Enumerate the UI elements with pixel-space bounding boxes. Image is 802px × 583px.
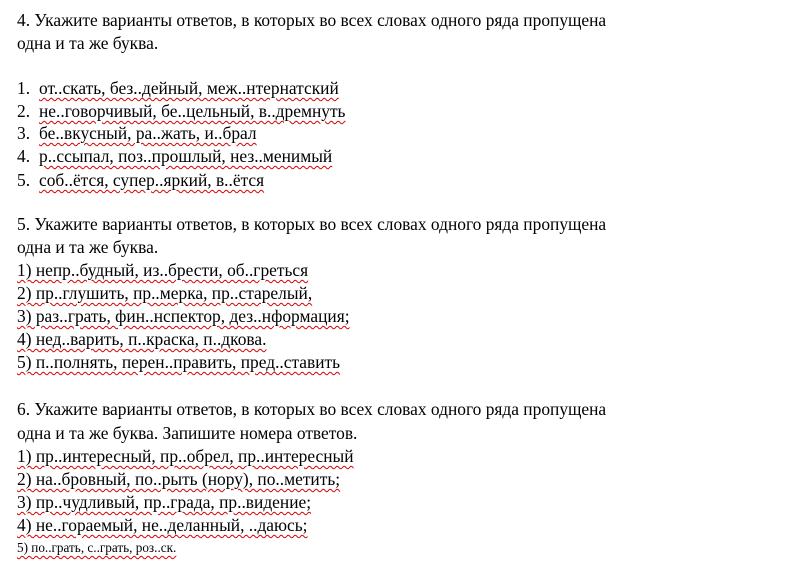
option-text: от..скать, без..дейный, меж..нтернатский [39, 78, 339, 98]
option-text: бе..вкусный, ра..жать, и..брал [39, 123, 257, 143]
task-6-option-4 [17, 514, 308, 536]
task-4-option-3 [17, 122, 257, 144]
option-text: 2) на..бровный, по..рыть (нору), по..метить; [17, 469, 341, 489]
task-4-question-line-1: 4. Укажите варианты ответов, в которых во всех словах одного ряда пропущена [17, 10, 607, 30]
task-6-option-2 [17, 468, 340, 490]
task-6-option-3 [17, 491, 311, 513]
option-text: 4) нед..варить, п..краска, п..дкова. [17, 329, 267, 349]
task-6-question-line-1: 6. Укажите варианты ответов, в которых во всех словах одного ряда пропущена [17, 399, 607, 419]
option-text: 2) пр..глушить, пр..мерка, пр..старелый, [17, 283, 313, 303]
option-number: 3. [17, 123, 31, 143]
option-number: 2. [17, 101, 31, 121]
option-text: соб..ётся, супер..яркий, в..ётся [39, 170, 265, 190]
option-text: 3) раз..грать, фин..нспектор, дез..нформация; [17, 306, 350, 326]
task-6-option-5 [17, 540, 176, 556]
option-text: 4) не..гораемый, не..деланный, ..даюсь; [17, 515, 308, 535]
task-5-option-4 [17, 328, 266, 350]
option-text: 1) пр..интересный, пр..обрел, пр..интересный [17, 446, 354, 466]
option-number: 5. [17, 170, 31, 190]
task-4-option-2 [17, 100, 345, 122]
option-text: 5) по..грать, с..грать, роз..ск. [17, 540, 177, 555]
option-text: не..говорчивый, бе..цельный, в..дремнуть [39, 101, 346, 121]
task-5-question-line-2: одна и та же буква. [17, 237, 159, 257]
option-text: 5) п..полнять, перен..править, пред..ставить [17, 352, 341, 372]
task-4-option-4 [17, 145, 332, 167]
task-4-question-line-2: одна и та же буква. [17, 33, 159, 53]
task-4-option-1 [17, 77, 339, 99]
task-4-option-5 [17, 169, 264, 191]
option-number: 4. [17, 146, 31, 166]
task-5-option-3 [17, 305, 350, 327]
task-5-option-1 [17, 259, 308, 281]
option-number: 1. [17, 78, 31, 98]
task-5-option-5 [17, 351, 340, 373]
task-6-option-1 [17, 445, 354, 467]
task-5-question-line-1: 5. Укажите варианты ответов, в которых во всех словах одного ряда пропущена [17, 214, 607, 234]
task-6-question-line-2: одна и та же буква. Запишите номера ответов. [17, 423, 358, 443]
task-5-option-2 [17, 282, 312, 304]
option-text: 3) пр..чудливый, пр..града, пр..видение; [17, 492, 312, 512]
option-text: 1) непр..будный, из..брести, об..греться [17, 260, 309, 280]
option-text: р..ссыпал, поз..прошлый, нез..менимый [39, 146, 333, 166]
